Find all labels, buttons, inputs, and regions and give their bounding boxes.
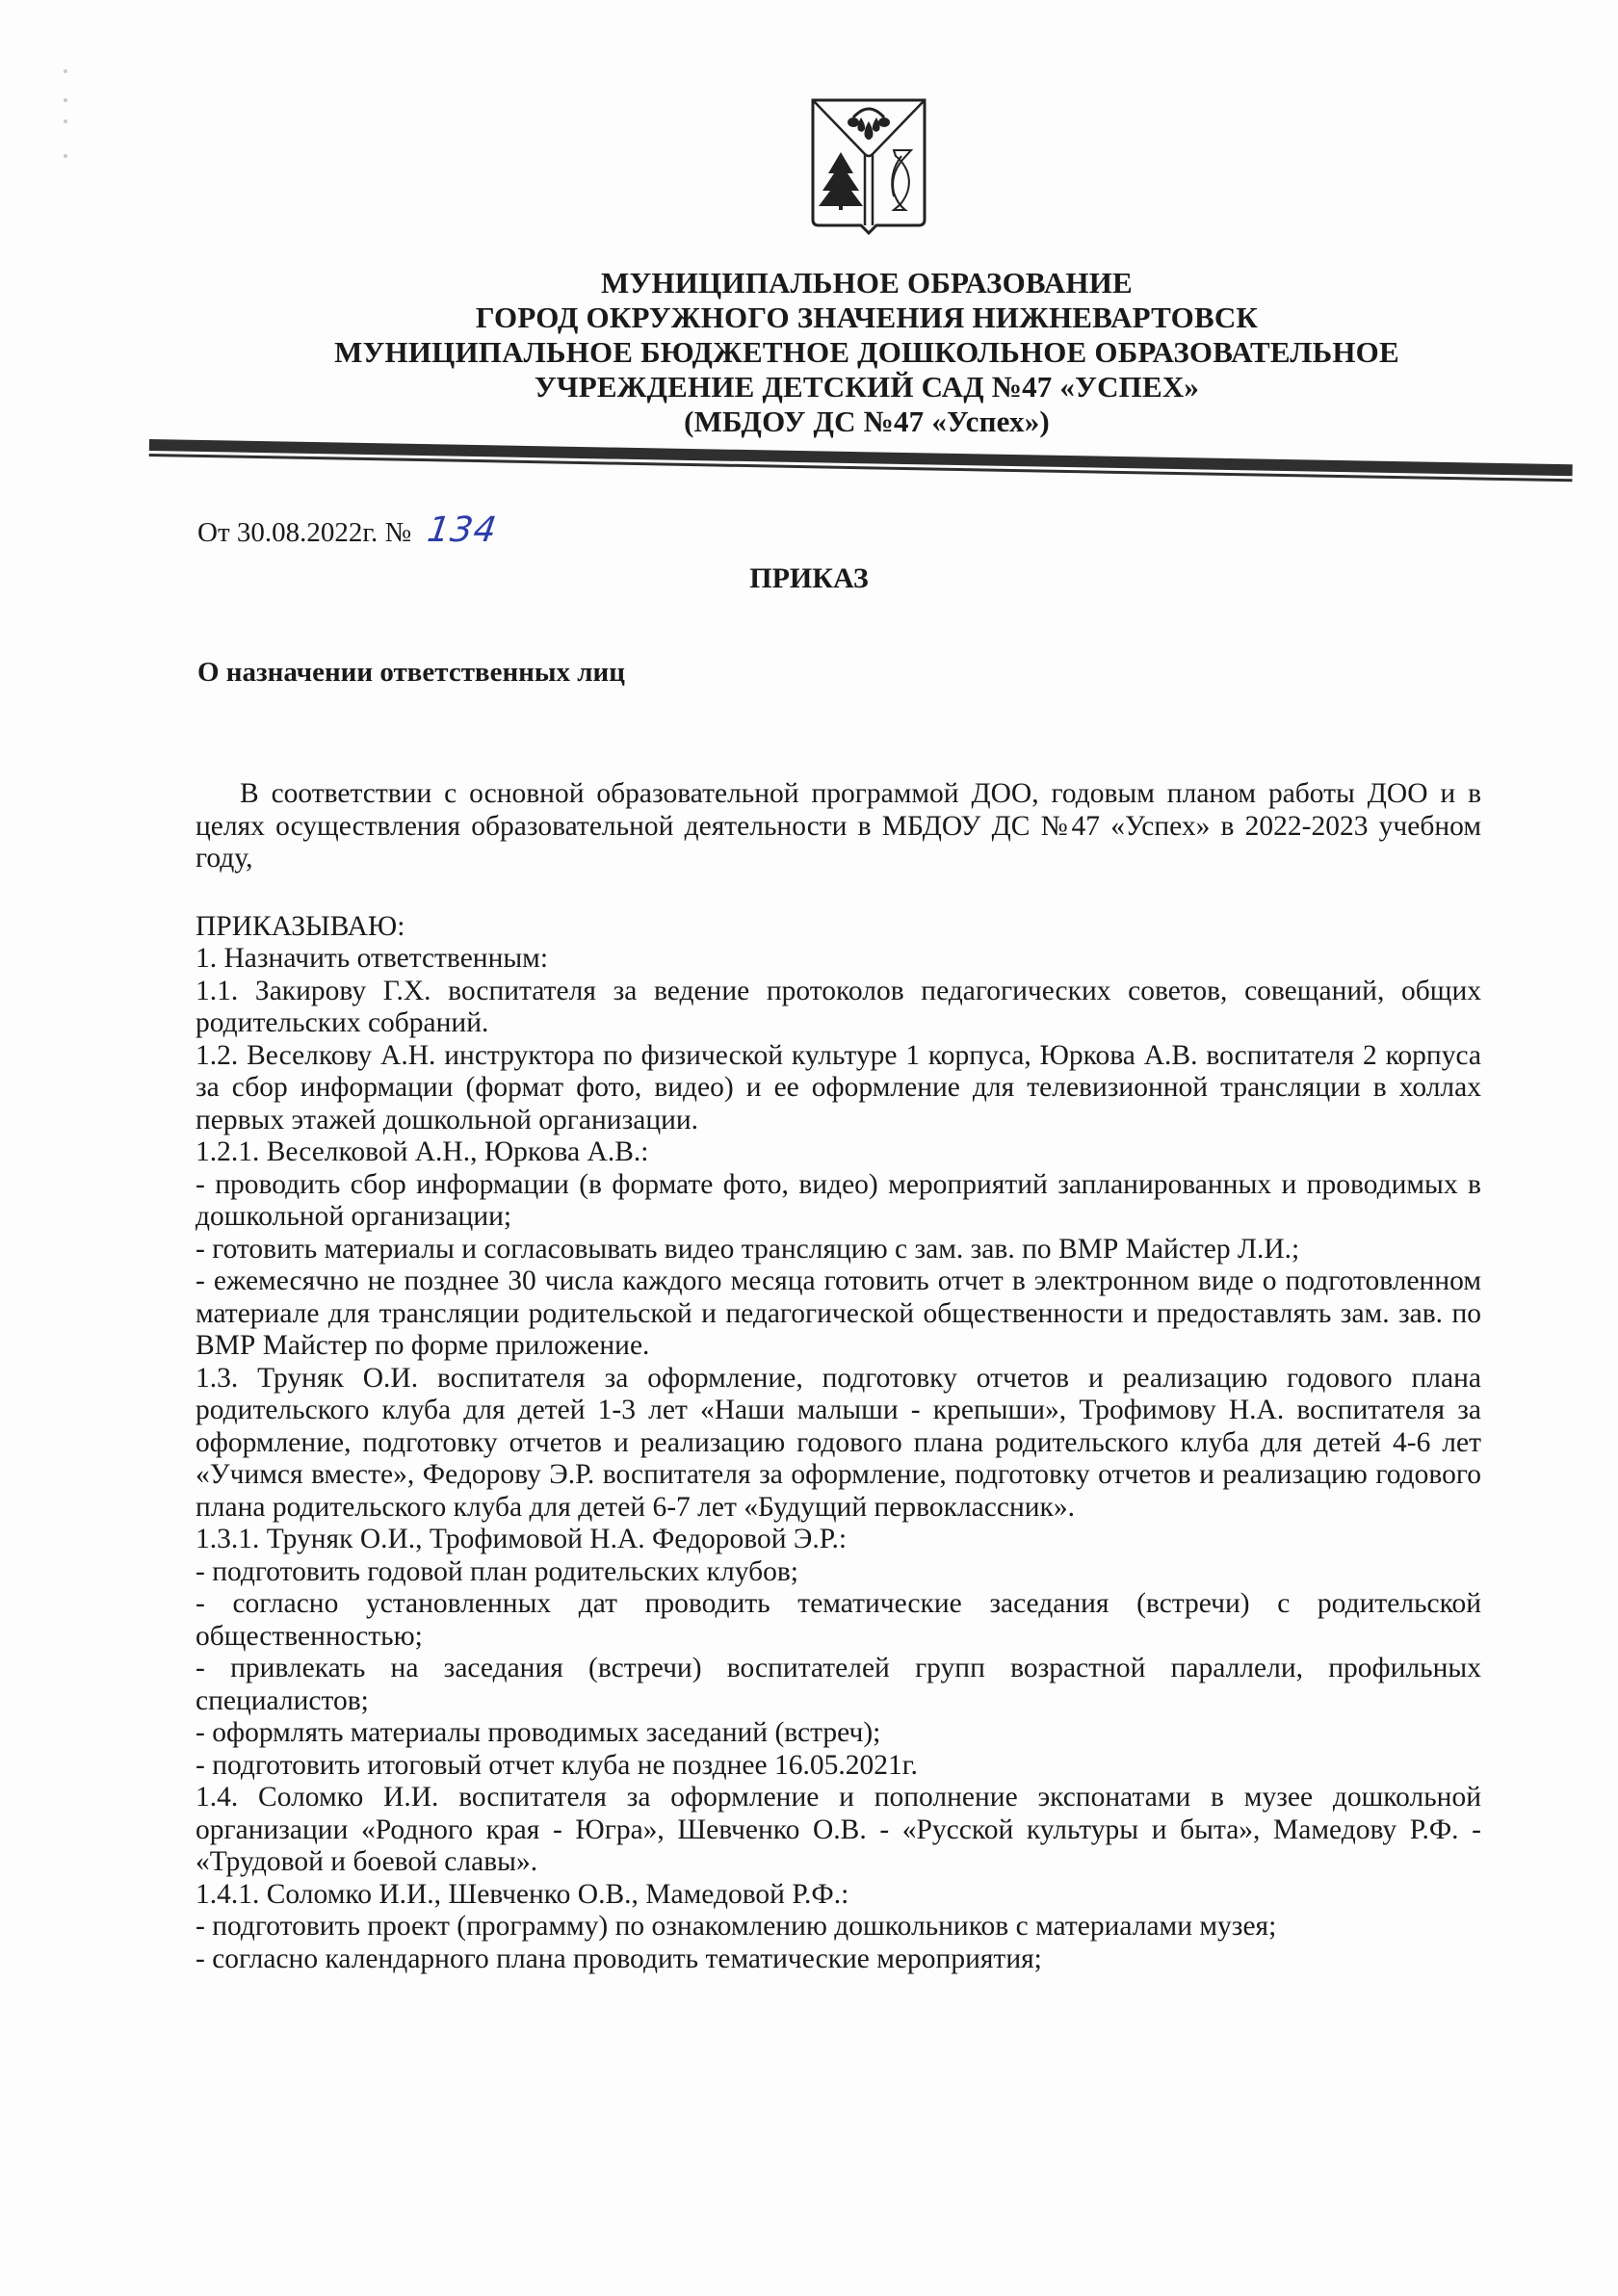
coat-of-arms-icon bbox=[807, 96, 930, 236]
order-item: - проводить сбор информации (в формате фото, видео) мероприятий запланированных и проводимых в дошкольной организации; bbox=[196, 1168, 1481, 1232]
order-body bbox=[196, 778, 1481, 1975]
order-item: 1. Назначить ответственным: bbox=[196, 943, 549, 974]
order-item: - ежемесячно не позднее 30 числа каждого месяца готовить отчет в электронном виде о подготовленном материале для трансляции родительской и педагогической общественности и предоставлять зам. зав. по ВМР Майстер по форме приложение. bbox=[196, 1265, 1481, 1361]
order-item: - подготовить проект (программу) по ознакомлению дошкольников с материалами музея; bbox=[196, 1911, 1277, 1942]
order-directive: ПРИКАЗЫВАЮ: bbox=[196, 910, 405, 942]
header-line: (МБДОУ ДС №47 «Успех») bbox=[684, 404, 1050, 438]
order-item: - подготовить итоговый отчет клуба не позднее 16.05.2021г. bbox=[196, 1749, 918, 1781]
order-item: - подготовить годовой план родительских клубов; bbox=[196, 1555, 798, 1587]
header-divider bbox=[148, 439, 1572, 499]
handwritten-order-number: 134 bbox=[425, 510, 501, 550]
header-line: ГОРОД ОКРУЖНОГО ЗНАЧЕНИЯ НИЖНЕВАРТОВСК bbox=[475, 300, 1259, 334]
order-subject: О назначении ответственных лиц bbox=[197, 657, 625, 688]
order-item: - оформлять материалы проводимых заседаний (встреч); bbox=[196, 1717, 881, 1748]
institution-header bbox=[270, 266, 1464, 439]
header-line: МУНИЦИПАЛЬНОЕ ОБРАЗОВАНИЕ bbox=[601, 266, 1133, 300]
order-item: 1.4.1. Соломко И.И., Шевченко О.В., Мамедовой Р.Ф.: bbox=[196, 1878, 849, 1910]
order-item: - согласно установленных дат проводить тематические заседания (встречи) с родительской общественностью; bbox=[196, 1588, 1481, 1652]
order-date: От 30.08.2022г. № bbox=[197, 517, 412, 548]
order-item: 1.3.1. Труняк О.И., Трофимовой Н.А. Федоровой Э.Р.: bbox=[196, 1524, 848, 1554]
order-item: 1.1. Закирову Г.Х. воспитателя за ведение протоколов педагогических советов, совещаний, общих родительских собраний. bbox=[196, 975, 1481, 1038]
header-line: МУНИЦИПАЛЬНОЕ БЮДЖЕТНОЕ ДОШКОЛЬНОЕ ОБРАЗОВАТЕЛЬНОЕ bbox=[334, 335, 1399, 369]
order-date-number bbox=[197, 510, 501, 550]
preamble: В соответствии с основной образовательной программой ДОО, годовым планом работы ДОО и в целях осуществления образовательной деятельности в МБДОУ ДС №47 «Успех» в 2022-2023 учебном году, bbox=[196, 778, 1481, 874]
header-line: УЧРЕЖДЕНИЕ ДЕТСКИЙ САД №47 «УСПЕХ» bbox=[534, 370, 1200, 404]
order-item: - привлекать на заседания (встречи) воспитателей групп возрастной параллели, профильных специалистов; bbox=[196, 1653, 1481, 1716]
order-item: 1.2.1. Веселковой А.Н., Юркова А.В.: bbox=[196, 1136, 649, 1167]
scan-artifacts bbox=[60, 60, 73, 166]
order-item: 1.2. Веселкову А.Н. инструктора по физической культуре 1 корпуса, Юркова А.В. воспитателя 2 корпуса за сбор информации (формат фото, видео) и ее оформление для телевизионной трансляции в холлах первых этажей дошкольной организации. bbox=[196, 1039, 1481, 1135]
order-item: - готовить материалы и согласовывать видео трансляцию с зам. зав. по ВМР Майстер Л.И.; bbox=[196, 1233, 1300, 1265]
order-item: - согласно календарного плана проводить тематические мероприятия; bbox=[196, 1943, 1042, 1974]
page-title: ПРИКАЗ bbox=[749, 562, 869, 594]
order-item: 1.4. Соломко И.И. воспитателя за оформление и пополнение экспонатами в музее дошкольной организации «Родного края - Югра», Шевченко О.В. - «Русской культуры и быта», Мамедову Р.Ф. - «Трудовой и боевой славы». bbox=[196, 1782, 1481, 1877]
order-item: 1.3. Труняк О.И. воспитателя за оформление, подготовку отчетов и реализацию годового плана родительского клуба для детей 1-3 лет «Наши малыши - крепыши», Трофимову Н.А. воспитателя за оформление, подготовку отчетов и реализацию годового плана родительского клуба для детей 4-6 лет «Учимся вместе», Федорову Э.Р. воспитателя за оформление, подготовку отчетов и реализацию годового плана родительского клуба для детей 6-7 лет «Будущий первоклассник». bbox=[196, 1362, 1481, 1523]
